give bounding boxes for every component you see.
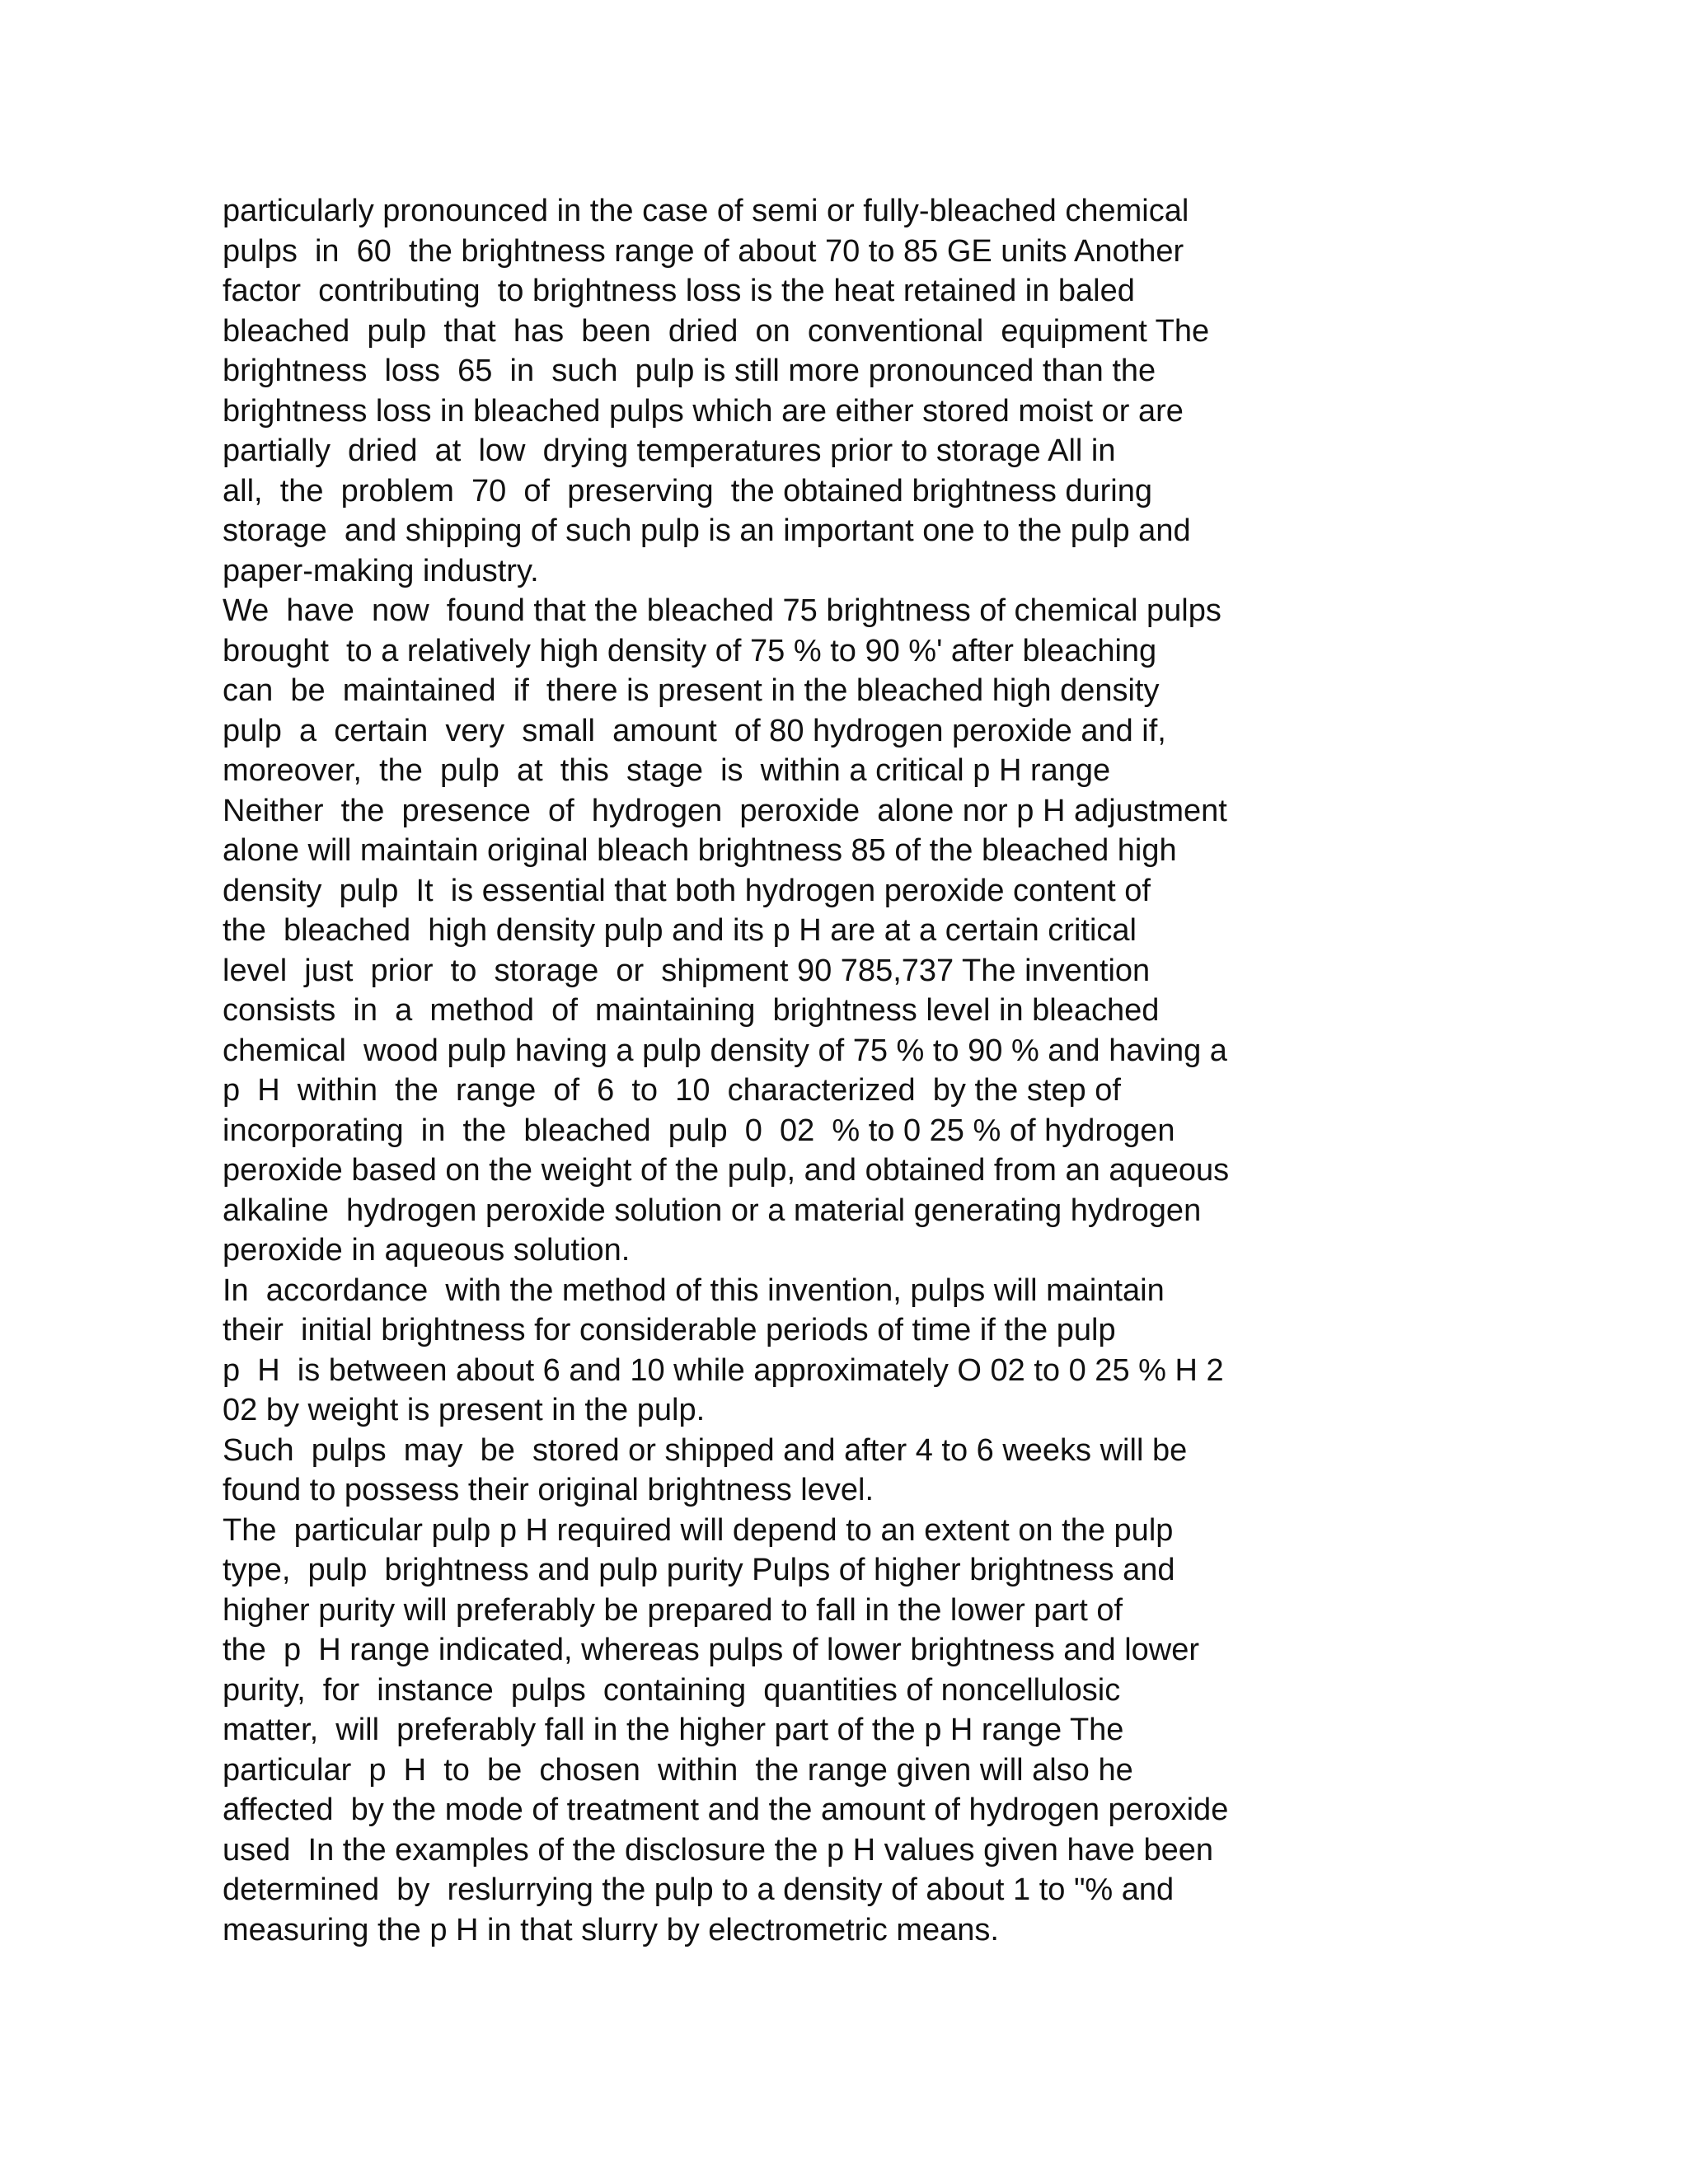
text-line: Such pulps may be stored or shipped and after 4 to 6 weeks will be: [223, 1432, 1188, 1468]
text-line: storage and shipping of such pulp is an important one to the pulp and: [223, 513, 1191, 548]
text-line: moreover, the pulp at this stage is within a critical p H range: [223, 753, 1111, 788]
text-line: factor contributing to brightness loss is the heat retained in baled: [223, 274, 1135, 308]
text-line: can be maintained if there is present in the bleached high density: [223, 673, 1160, 708]
text-line: the p H range indicated, whereas pulps of lower brightness and lower: [223, 1633, 1200, 1667]
text-line: particularly pronounced in the case of semi or fully-bleached chemical: [223, 194, 1189, 228]
text-line: measuring the p H in that slurry by electrometric means.: [223, 1912, 999, 1947]
text-line: bleached pulp that has been dried on conventional equipment The: [223, 313, 1210, 349]
text-line: chemical wood pulp having a pulp density of 75 % to 90 % and having a: [223, 1033, 1227, 1068]
text-line: paper-making industry.: [223, 553, 539, 588]
text-line: higher purity will preferably be prepared to fall in the lower part of: [223, 1592, 1123, 1628]
text-line: level just prior to storage or shipment 90 785,737 The invention: [223, 953, 1151, 988]
text-line: determined by reslurrying the pulp to a density of about 1 to "% and: [223, 1872, 1175, 1907]
text-line: incorporating in the bleached pulp 0 02 % to 0 25 % of hydrogen: [223, 1113, 1175, 1148]
text-line: type, pulp brightness and pulp purity Pulps of higher brightness and: [223, 1553, 1175, 1587]
text-line: pulps in 60 the brightness range of about 70 to 85 GE units Another: [223, 233, 1184, 269]
text-line: all, the problem 70 of preserving the obtained brightness during: [223, 473, 1153, 509]
text-line: 02 by weight is present in the pulp.: [223, 1393, 706, 1427]
text-line: their initial brightness for considerable periods of time if the pulp: [223, 1313, 1116, 1347]
text-line: alkaline hydrogen peroxide solution or a material generating hydrogen: [223, 1193, 1202, 1228]
text-line: the bleached high density pulp and its p H are at a certain critical: [223, 913, 1137, 948]
text-line: brought to a relatively high density of 75 % to 90 %' after bleaching: [223, 633, 1157, 668]
text-line: peroxide in aqueous solution.: [223, 1233, 631, 1268]
text-line: brightness loss in bleached pulps which are either stored moist or are: [223, 393, 1184, 429]
text-line: density pulp It is essential that both hydrogen peroxide content of: [223, 873, 1151, 908]
text-line: pulp a certain very small amount of 80 hydrogen peroxide and if,: [223, 713, 1166, 748]
text-line: alone will maintain original bleach brightness 85 of the bleached high: [223, 833, 1177, 868]
text-line: p H is between about 6 and 10 while approximately O 02 to 0 25 % H 2: [223, 1352, 1224, 1388]
text-line: found to possess their original brightness level.: [223, 1473, 874, 1507]
text-line: affected by the mode of treatment and the amount of hydrogen peroxide: [223, 1793, 1229, 1827]
text-line: consists in a method of maintaining brightness level in bleached: [223, 993, 1160, 1028]
text-line: particular p H to be chosen within the range given will also he: [223, 1752, 1133, 1788]
text-line: brightness loss 65 in such pulp is still more pronounced than the: [223, 354, 1156, 388]
text-line: In accordance with the method of this invention, pulps will maintain: [223, 1272, 1165, 1308]
body-text: [223, 191, 1475, 1950]
text-line: peroxide based on the weight of the pulp, and obtained from an aqueous: [223, 1153, 1230, 1188]
text-line: Neither the presence of hydrogen peroxide alone nor p H adjustment: [223, 793, 1227, 828]
text-line: We have now found that the bleached 75 brightness of chemical pulps: [223, 593, 1221, 628]
text-line: used In the examples of the disclosure the p H values given have been: [223, 1832, 1213, 1868]
text-line: matter, will preferably fall in the higher part of the p H range The: [223, 1713, 1124, 1747]
text-line: partially dried at low drying temperatures prior to storage All in: [223, 434, 1116, 468]
text-line: purity, for instance pulps containing quantities of noncellulosic: [223, 1672, 1121, 1708]
text-line: The particular pulp p H required will depend to an extent on the pulp: [223, 1512, 1174, 1548]
text-line: p H within the range of 6 to 10 characterized by the step of: [223, 1073, 1121, 1108]
